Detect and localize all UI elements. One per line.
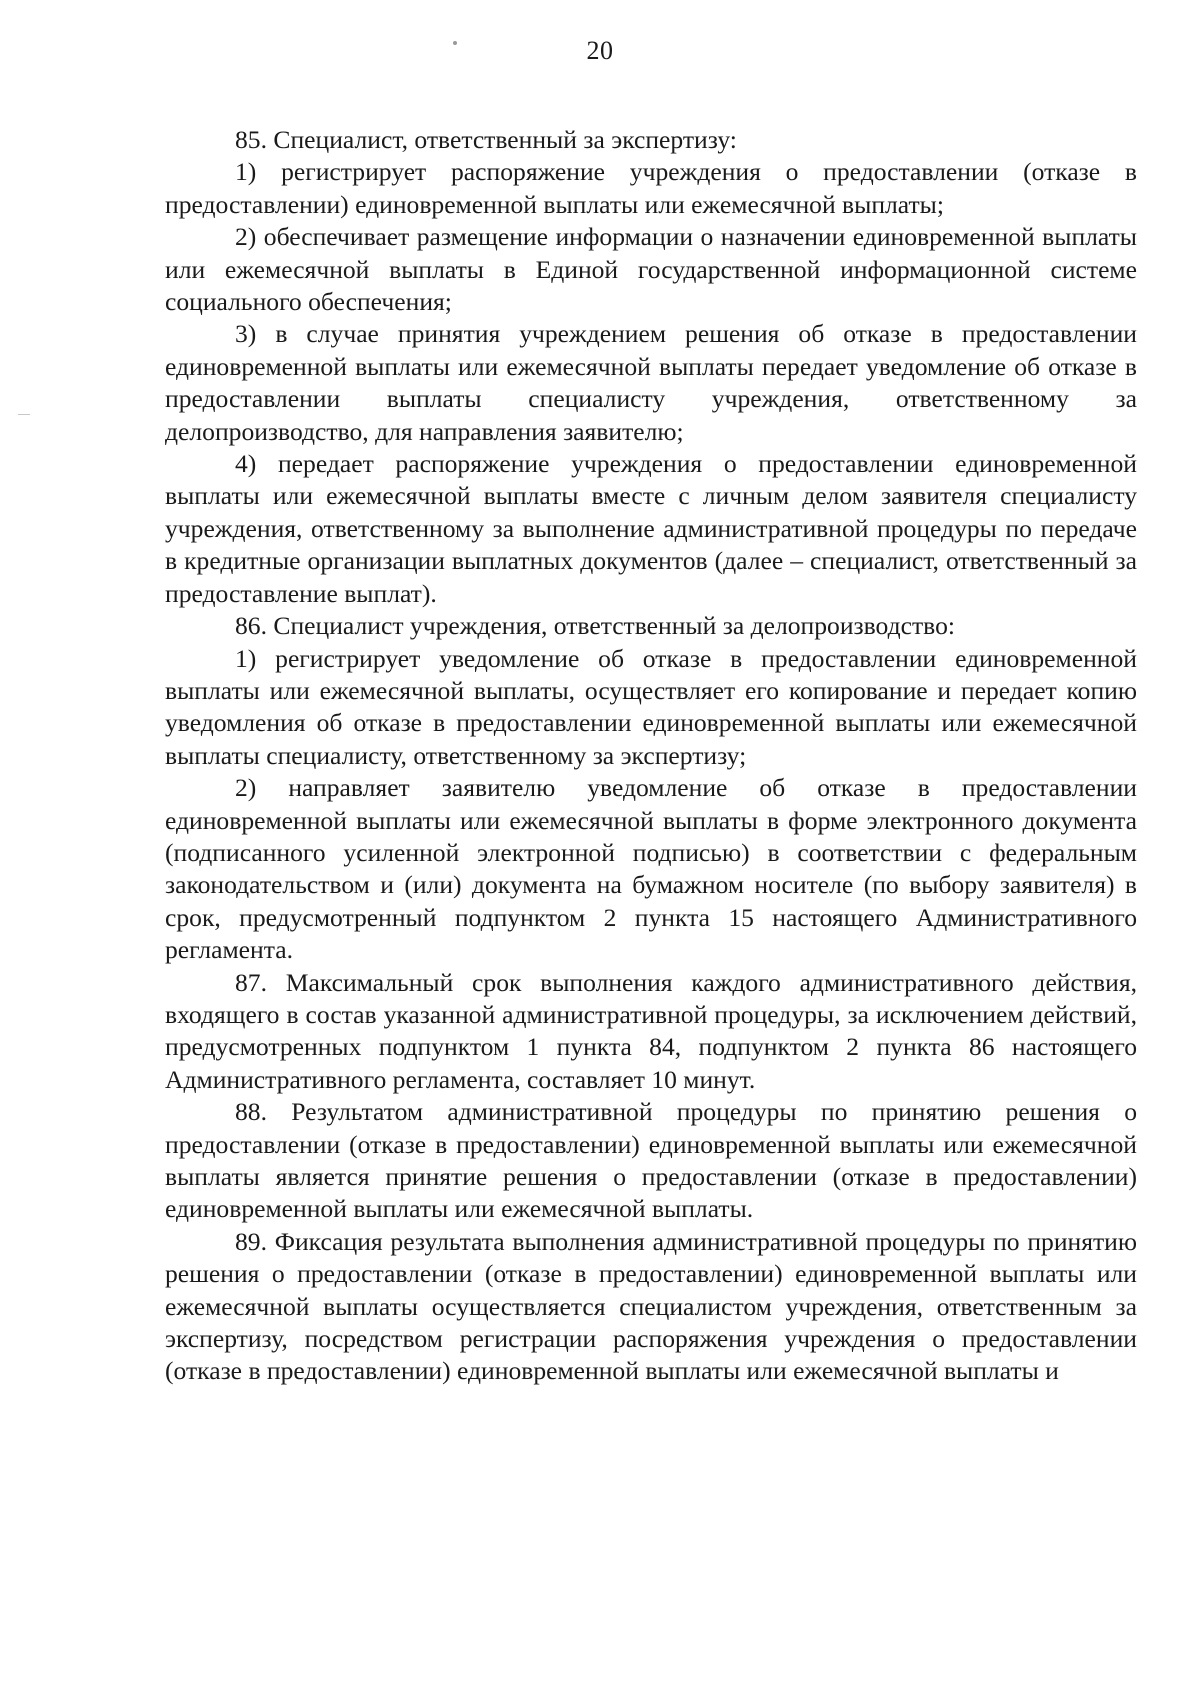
scan-artifact — [18, 414, 30, 415]
paragraph-85-item-4: 4) передает распоряжение учреждения о предоставлении единовременной выплаты или ежемесячной выплаты вместе с личным делом заявителя специалисту учреждения, ответственному за выполнение административной процедуры по передаче в кредитные организации выплатных документов (далее – специалист, ответственный за предоставление выплат). — [165, 449, 1137, 608]
paragraph-86-item-2: 2) направляет заявителю уведомление об отказе в предоставлении единовременной выплаты или ежемесячной выплаты в форме электронного документа (подписанного усиленной электронной подписью) в соответствии с федеральным законодательством и (или) документа на бумажном носителе (по выбору заявителя) в срок, предусмотренный подпунктом 2 пункта 15 настоящего Административного регламента. — [165, 773, 1137, 965]
paragraph-85-item-1: 1) регистрирует распоряжение учреждения о предоставлении (отказе в предоставлении) единовременной выплаты или ежемесячной выплаты; — [165, 157, 1137, 219]
paragraph-85-heading: 85. Специалист, ответственный за экспертизу: — [235, 125, 737, 154]
paragraph-85-item-2: 2) обеспечивает размещение информации о назначении единовременной выплаты или ежемесячной выплаты в Единой государственной информационной системе социального обеспечения; — [165, 222, 1137, 317]
paragraph-86-heading: 86. Специалист учреждения, ответственный за делопроизводство: — [235, 611, 955, 641]
page-number: 20 — [586, 36, 614, 65]
document-body — [165, 124, 1137, 1388]
paragraph-88: 88. Результатом административной процедуры по принятию решения о предоставлении (отказе в предоставлении) единовременной выплаты или ежемесячной выплаты является принятие решения о предоставлении (отказе в предоставлении) единовременной выплаты или ежемесячной выплаты. — [165, 1097, 1137, 1224]
paragraph-86-item-1: 1) регистрирует уведомление об отказе в предоставлении единовременной выплаты или ежемесячной выплаты, осуществляет его копирование и передает копию уведомления об отказе в предоставлении единовременной выплаты или ежемесячной выплаты специалисту, ответственному за экспертизу; — [165, 643, 1137, 770]
paragraph-89: 89. Фиксация результата выполнения административной процедуры по принятию решения о предоставлении (отказе в предоставлении) единовременной выплаты или ежемесячной выплаты осуществляется специалистом учреждения, ответственным за экспертизу, посредством регистрации распоряжения учреждения о предоставлении (отказе в предоставлении) единовременной выплаты или ежемесячной выплаты и — [165, 1226, 1137, 1386]
paragraph-87: 87. Максимальный срок выполнения каждого административного действия, входящего в состав указанной административной процедуры, за исключением действий, предусмотренных подпунктом 1 пункта 84, подпунктом 2 пункта 86 настоящего Административного регламента, составляет 10 минут. — [165, 967, 1137, 1094]
paragraph-85-item-3: 3) в случае принятия учреждением решения об отказе в предоставлении единовременной выплаты или ежемесячной выплаты передает уведомление об отказе в предоставлении выплаты специалисту учреждения, ответственному за делопроизводство, для направления заявителю; — [165, 319, 1137, 446]
